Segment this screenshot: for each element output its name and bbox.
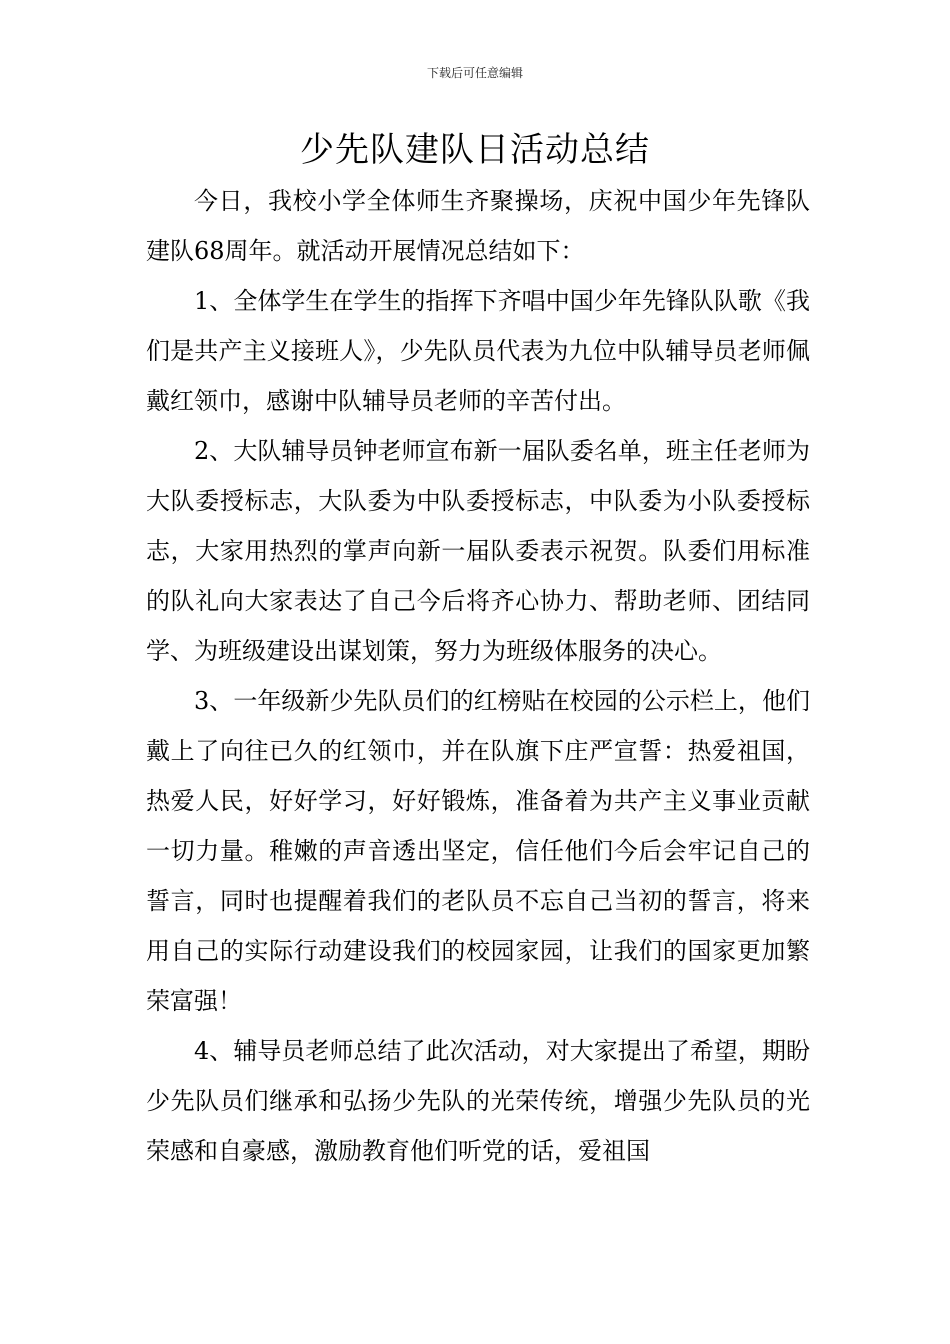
paragraph-item-3: 3、一年级新少先队员们的红榜贴在校园的公示栏上，他们戴上了向往已久的红领巾，并在队旗下庄严宣誓：热爱祖国，热爱人民，好好学习，好好锻炼，准备着为共产主义事业贡献一切力量。稚嫩的声音透出坚定，信任他们今后会牢记自己的誓言，同时也提醒着我们的老队员不忘自己当初的誓言，将来用自己的实际行动建设我们的校园家园，让我们的国家更加繁荣富强！	[146, 687, 810, 1015]
document-title: 少先队建队日活动总结	[300, 130, 650, 170]
paragraph-intro: 今日，我校小学全体师生齐聚操场，庆祝中国少年先锋队建队68周年。就活动开展情况总结如下：	[146, 187, 810, 265]
paragraph-item-1: 1、全体学生在学生的指挥下齐唱中国少年先锋队队歌《我们是共产主义接班人》，少先队员代表为九位中队辅导员老师佩戴红领巾，感谢中队辅导员老师的辛苦付出。	[146, 287, 810, 415]
document-body	[146, 176, 810, 1176]
paragraph-item-4: 4、辅导员老师总结了此次活动，对大家提出了希望，期盼少先队员们继承和弘扬少先队的光荣传统，增强少先队员的光荣感和自豪感，激励教育他们听党的话，爱祖国	[146, 1037, 810, 1165]
header-note: 下载后可任意编辑	[426, 66, 523, 80]
paragraph-item-2: 2、大队辅导员钟老师宣布新一届队委名单，班主任老师为大队委授标志，大队委为中队委授标志，中队委为小队委授标志，大家用热烈的掌声向新一届队委表示祝贺。队委们用标准的队礼向大家表达了自己今后将齐心协力、帮助老师、团结同学、为班级建设出谋划策，努力为班级体服务的决心。	[146, 437, 810, 665]
